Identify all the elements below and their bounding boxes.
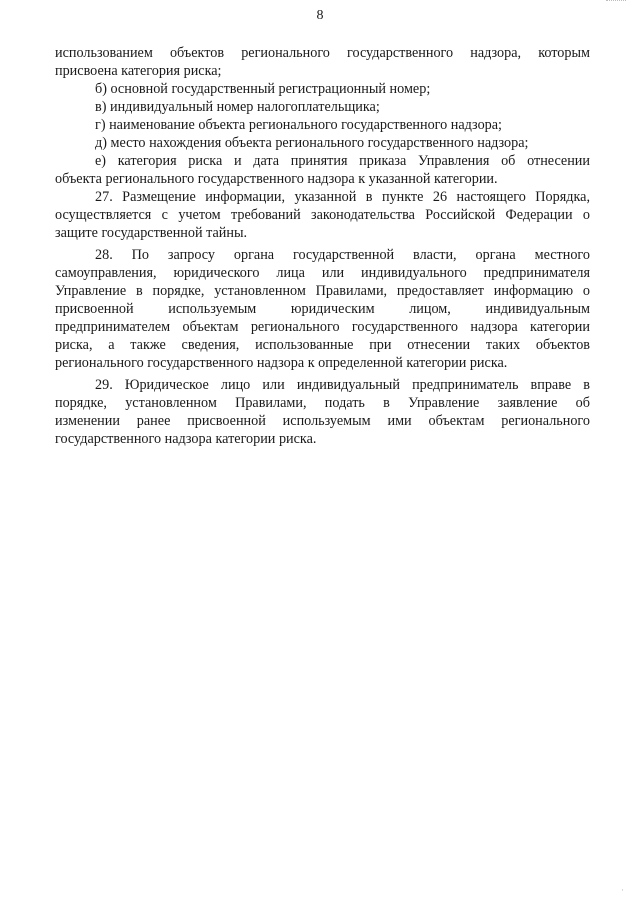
text-line: защите государственной тайны. [55, 225, 248, 241]
text-line: осуществляется с учетом требований законодательства Российской Федерации о [55, 207, 590, 223]
text-line: самоуправления, юридического лица или индивидуального предпринимателя [55, 265, 590, 281]
text-line: предпринимателем объектам регионального государственного надзора категории [55, 319, 590, 335]
text-line: государственного надзора категории риска. [55, 431, 317, 447]
text-line: изменении ранее присвоенной используемым ими объектам регионального [55, 413, 590, 429]
scan-corner-mark [606, 0, 626, 3]
text-line: б) основной государственный регистрационный номер; [95, 81, 431, 97]
text-line: Управление в порядке, установленном Правилами, предоставляет информацию о [55, 283, 590, 299]
text-line: присвоена категория риска; [55, 63, 222, 79]
text-line: регионального государственного надзора к определенной категории риска. [55, 355, 508, 371]
text-line: 29. Юридическое лицо или индивидуальный предприниматель вправе в [95, 377, 590, 393]
page-number: 8 [316, 8, 324, 23]
text-line: использованием объектов регионального государственного надзора, которым [55, 45, 590, 61]
text-line: порядке, установленном Правилами, подать в Управление заявление об [55, 395, 590, 411]
text-line: риска, а также сведения, использованные при отнесении таких объектов [55, 337, 590, 353]
text-line: присвоенной используемым юридическим лицом, индивидуальным [55, 301, 590, 317]
text-line: 28. По запросу органа государственной власти, органа местного [95, 247, 590, 263]
text-line: д) место нахождения объекта регионального государственного надзора; [95, 135, 529, 151]
text-line: в) индивидуальный номер налогоплательщика; [95, 99, 380, 115]
text-line: объекта регионального государственного надзора к указанной категории. [55, 171, 498, 187]
scan-bottom-mark: · [621, 885, 624, 895]
text-line: 27. Размещение информации, указанной в пункте 26 настоящего Порядка, [95, 189, 590, 205]
text-line: е) категория риска и дата принятия приказа Управления об отнесении [95, 153, 590, 169]
text-line: г) наименование объекта регионального государственного надзора; [95, 117, 502, 133]
